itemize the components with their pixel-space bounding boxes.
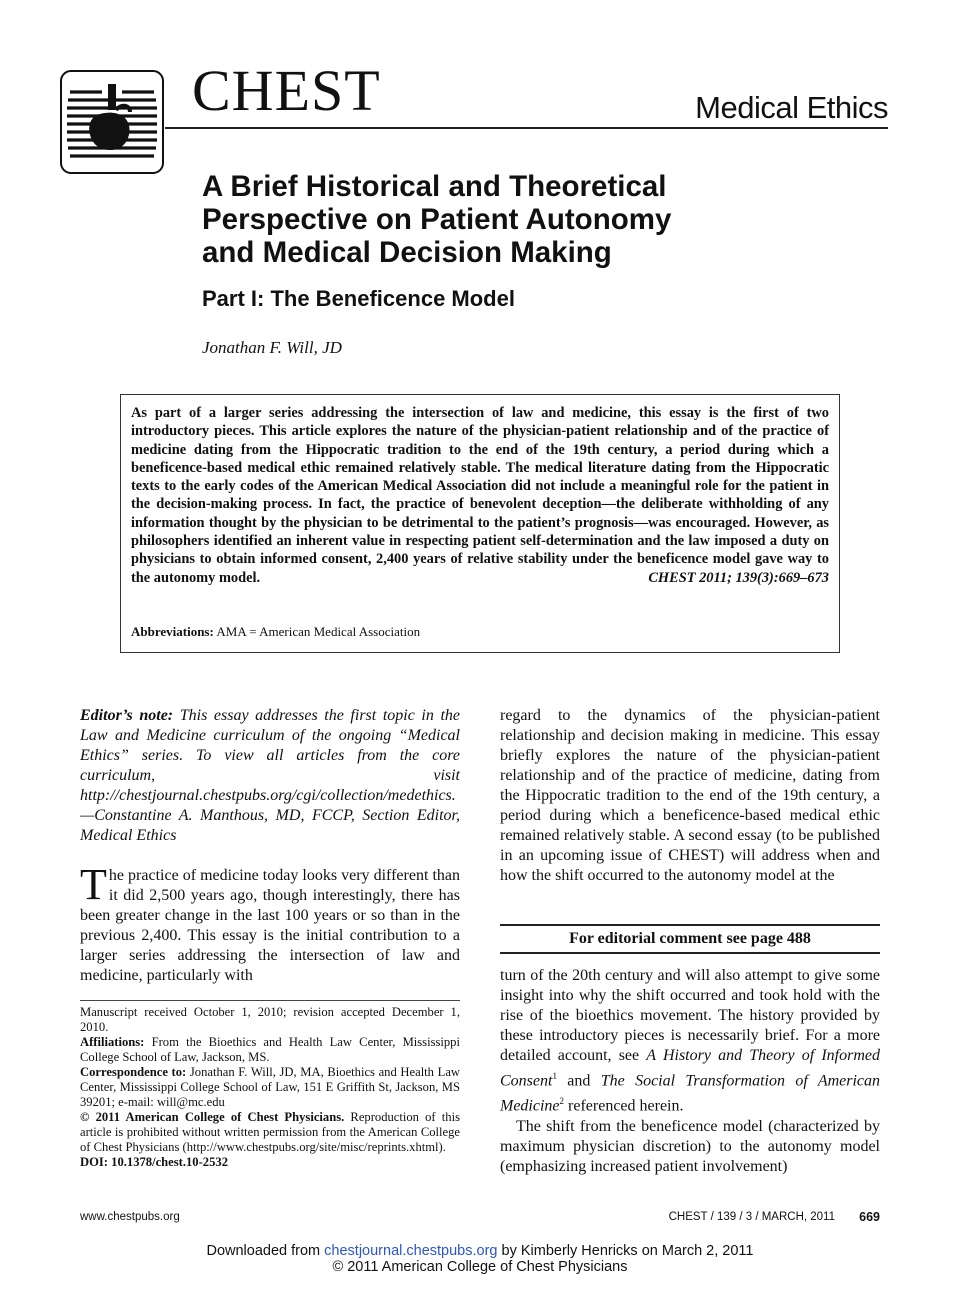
page-number: 669: [859, 1210, 880, 1224]
reference-link[interactable]: 2: [559, 1096, 565, 1107]
manuscript-note: Manuscript received October 1, 2010; revision accepted December 1, 2010.: [80, 1005, 460, 1034]
doi: [80, 1155, 460, 1170]
chest-lungs-logo: [60, 70, 164, 174]
affiliations-label: Affiliations:: [80, 1035, 145, 1049]
abstract-citation: CHEST 2011; 139(3):669–673: [648, 569, 829, 586]
correspondence: [80, 1065, 460, 1110]
abbrev-text: AMA = American Medical Association: [216, 624, 421, 639]
body-text-right-bottom: [500, 966, 880, 1177]
body-paragraph: turn of the 20th century and will also attempt to give some insight into why the shift occurred and took hold with the rise of the bioethics movement. The history provided by these introductory pieces is necessarily brief. For a more detailed account, see: [500, 967, 880, 1064]
editor-signature: —Constantine A. Manthous, MD, FCCP, Section Editor, Medical Ethics: [80, 807, 460, 844]
abbrev-label: Abbreviations:: [131, 624, 214, 639]
abstract-box: [120, 394, 840, 653]
header-rule: [165, 127, 888, 129]
book-title: A History and Theory of Informed Consent: [500, 1047, 880, 1090]
book-title: The Social Transformation of American Medicine: [500, 1072, 881, 1115]
body-paragraph: referenced herein.: [568, 1097, 684, 1115]
copyright-label: © 2011 American College of Chest Physicians.: [80, 1110, 345, 1124]
doi-value: 10.1378/chest.10-2532: [111, 1155, 228, 1169]
author-name: Jonathan F. Will, JD: [202, 338, 342, 357]
abstract-body: As part of a larger series addressing the intersection of law and medicine, this essay is the first of two introductory pieces. This article explores the nature of the physician-patient relationship and of the practice of medicine dating from the Hippocratic tradition to the end of the 19th century, a period during which a beneficence-based medical ethic remained relatively stable. The medical literature dating from the Hippocratic texts to the early codes of the American Medical Association did not include a meaningful role for the patient in the decision-making process. In fact, the practice of benevolent deception—the deliberate withholding of any information thought by the physician to be detrimental to the patient’s prognosis—was encouraged. However, as philosophers identified an inherent value in respecting patient self-determination and the law imposed a duty on physicians to obtain informed consent, 2,400 years of relative stability under the beneficence model gave way to the autonomy model.: [131, 405, 829, 586]
drop-cap: T: [80, 860, 107, 909]
download-copyright: © 2011 American College of Chest Physicians: [332, 1259, 628, 1275]
download-notice: [0, 1243, 960, 1275]
editor-note-text: This essay addresses the first topic in the Law and Medicine curriculum of the ongoing “Medical Ethics” series. To view all articles from the core curriculum, visit http://chestjournal.chestpubs.org/cgi/collection/medethics.: [80, 707, 461, 804]
body-text-left: [80, 860, 460, 986]
copyright-text: Reproduction of this article is prohibited without written permission from the American College of Chest Physicians (http://www.chestpubs.org/site/misc/reprints.xhtml).: [80, 1110, 460, 1154]
title-line: Perspective on Patient Autonomy: [202, 203, 672, 236]
article-subtitle: Part I: The Beneficence Model: [202, 286, 515, 311]
copyright-note: [80, 1110, 460, 1155]
correspondence-label: Correspondence to:: [80, 1065, 187, 1079]
article-title: [202, 170, 802, 269]
footer-issue: CHEST / 139 / 3 / MARCH, 2011: [668, 1211, 835, 1223]
abstract-text: [131, 404, 829, 587]
journal-name: CHEST: [192, 58, 381, 123]
conjunction: and: [567, 1072, 591, 1090]
body-paragraph: The shift from the beneficence model (characterized by maximum physician discretion) to the autonomy model (emphasizing increased patient involvement): [500, 1117, 880, 1175]
abbreviations: [131, 624, 420, 640]
affiliations: [80, 1035, 460, 1065]
reference-link[interactable]: 1: [552, 1071, 557, 1081]
editorial-comment-link[interactable]: For editorial comment see page 488: [500, 924, 880, 954]
footer-url[interactable]: www.chestpubs.org: [80, 1211, 180, 1223]
download-link[interactable]: chestjournal.chestpubs.org: [324, 1243, 498, 1259]
download-prefix: Downloaded from: [206, 1243, 321, 1259]
affiliations-text: From the Bioethics and Health Law Center, Mississippi College School of Law, Jackson, MS.: [80, 1035, 460, 1064]
footnote-rule: [80, 1000, 460, 1001]
body-paragraph: he practice of medicine today looks very different than it did 2,500 years ago, though interestingly, there has been greater change in the last 100 years or so than in the previous 2,400. This essay is the initial contribution to a larger series addressing the intersection of law and medicine, particularly with: [80, 867, 460, 984]
section-label: Medical Ethics: [695, 90, 888, 125]
correspondence-text: Jonathan F. Will, JD, MA, Bioethics and Health Law Center, Mississippi College School of Law, 151 E Griffith St, Jackson, MS 39201; e-mail: will@mc.edu: [80, 1065, 460, 1109]
doi-label: DOI:: [80, 1155, 108, 1169]
title-line: A Brief Historical and Theoretical: [202, 170, 667, 203]
editor-note: [80, 706, 460, 846]
title-line: and Medical Decision Making: [202, 236, 612, 269]
article-notes: [80, 1005, 460, 1170]
body-text-right-top: regard to the dynamics of the physician-patient relationship and decision making in medicine. This essay briefly explores the nature of the physician-patient relationship and of the practice of medicine, dating from the Hippocratic tradition to the end of the 19th century, a period during which a beneficence-based medical ethic remained relatively stable. A second essay (to be published in an upcoming issue of CHEST) will address when and how the shift occurred to the autonomy model at the: [500, 707, 880, 884]
download-suffix: by Kimberly Henricks on March 2, 2011: [501, 1243, 754, 1259]
editor-note-label: Editor’s note:: [80, 707, 174, 724]
